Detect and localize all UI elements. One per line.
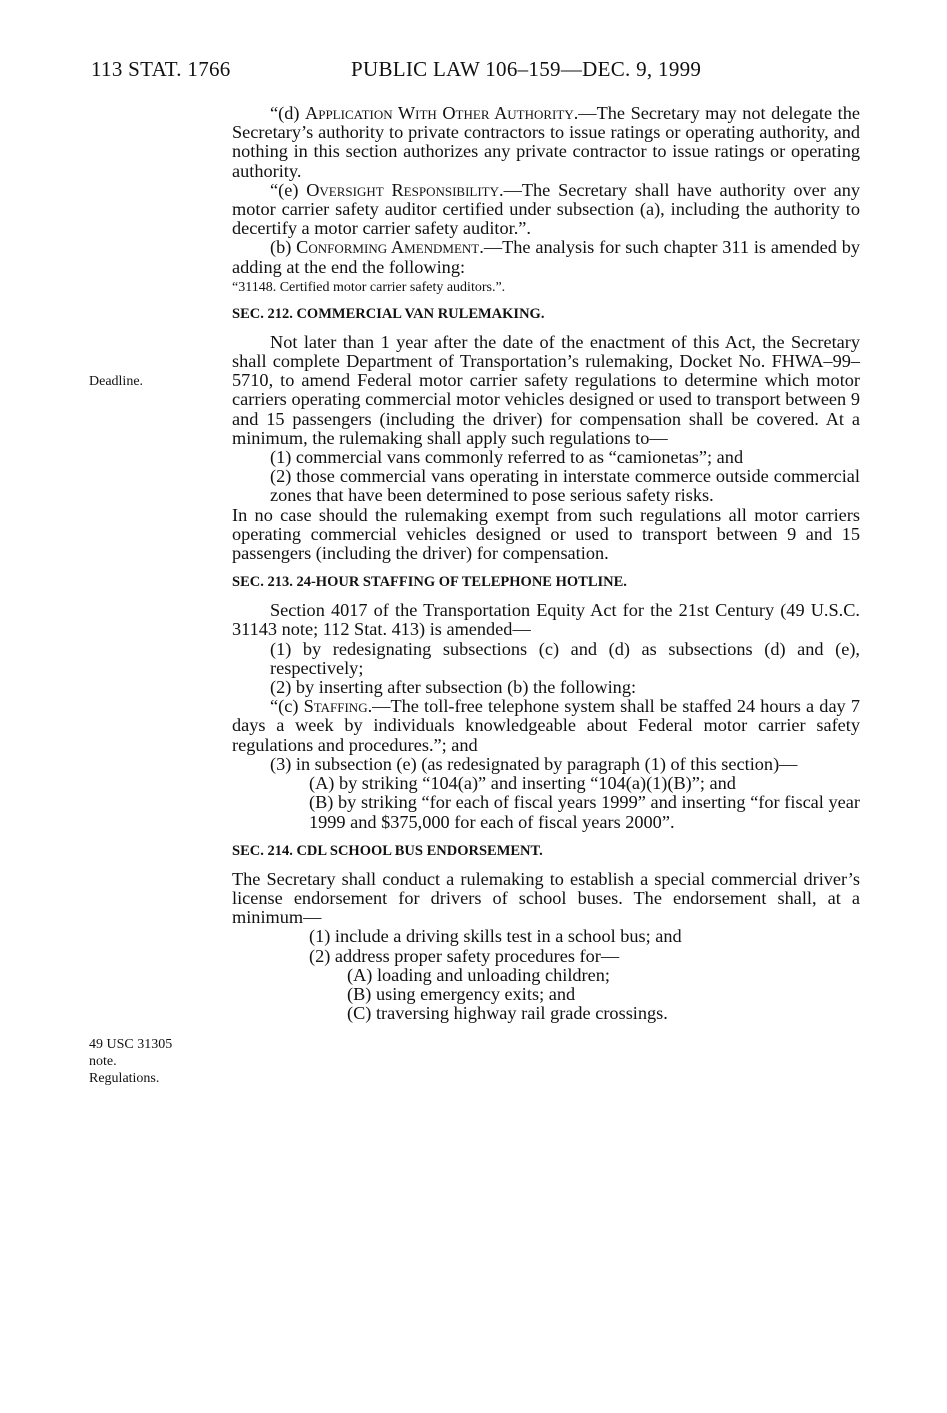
- paragraph-label: “(e): [270, 179, 307, 200]
- paragraph-label: (b): [270, 237, 297, 258]
- section-214-item: (1) include a driving skills test in a school bus; and: [309, 926, 682, 947]
- paragraph-text: .—The Secretary may not delegate the Secretary’s authority to private contractors to issue ratings or operating authority, and nothing in this section authorizes any private contractor to issue ratings or operating authority.: [232, 103, 860, 181]
- section-214-text: The Secretary shall conduct a rulemaking to establish a special commercial driver’s license endorsement for drivers of school buses. The endorsement shall, at a minimum—: [232, 868, 860, 928]
- section-213-subitem: (B) by striking “for each of fiscal years 1999” and inserting “for fiscal year 1999 and $375,000 for each of fiscal years 2000”.: [309, 792, 860, 832]
- stat-citation: 113 STAT. 1766: [91, 57, 231, 81]
- section-212-closing: In no case should the rulemaking exempt from such regulations all motor carriers operating commercial vehicles designed or used to transport between 9 and 15 passengers (including the driver) for compensation.: [232, 504, 860, 564]
- section-212-item: (1) commercial vans commonly referred to as “camionetas”; and: [270, 447, 744, 468]
- section-214-subitem: (C) traversing highway rail grade crossings.: [347, 1003, 668, 1024]
- paragraph-text: .—The Secretary shall have authority over any motor carrier safety auditor certified under subsection (a), including the authority to decertify a motor carrier safety auditor.”.: [232, 179, 860, 239]
- code-section-entry: “31148. Certified motor carrier safety auditors.”.: [232, 279, 506, 295]
- section-214-subitem: (B) using emergency exits; and: [347, 983, 576, 1004]
- body-text: [232, 104, 860, 1023]
- paragraph-b: [232, 238, 860, 276]
- margin-note-usc-line: Regulations.: [89, 1071, 160, 1086]
- paragraph-c: [232, 697, 860, 755]
- public-law-header: PUBLIC LAW 106–159—DEC. 9, 1999: [351, 57, 702, 81]
- section-212-item: (2) those commercial vans operating in interstate commerce outside commercial zones that have been determined to pose serious safety risks.: [270, 466, 860, 506]
- margin-note-deadline: Deadline.: [89, 374, 144, 389]
- paragraph-heading: Conforming Amendment: [296, 237, 480, 258]
- paragraph-label: “(d): [270, 103, 306, 123]
- margin-note-usc-line: 49 USC 31305: [89, 1037, 173, 1052]
- section-212-text: Not later than 1 year after the date of the enactment of this Act, the Secretary shall complete Department of Transportation’s rulemaking, Docket No. FHWA–99–5710, to amend Federal motor carrier safety regulations to determine which motor carriers operating commercial motor vehicles designed or used to transport between 9 and 15 passengers (including the driver) for compensation shall be covered. At a minimum, the rulemaking shall apply such regulations to—: [232, 331, 860, 448]
- section-212-heading: SEC. 212. COMMERCIAL VAN RULEMAKING.: [232, 305, 545, 322]
- paragraph-heading: Application With Other Authority: [305, 103, 574, 123]
- section-213-item: (1) by redesignating subsections (c) and (d) as subsections (d) and (e), respectively;: [270, 638, 860, 678]
- section-214-heading: SEC. 214. CDL SCHOOL BUS ENDORSEMENT.: [232, 842, 543, 859]
- paragraph-text: .—The toll-free telephone system shall be staffed 24 hours a day 7 days a week by individuals knowledgeable about Federal motor carrier safety regulations and procedures.”; and: [232, 696, 860, 755]
- paragraph-heading: Oversight Responsibility: [306, 179, 500, 200]
- section-214-subitem: (A) loading and unloading children;: [347, 964, 610, 985]
- paragraph-e: [232, 181, 860, 239]
- paragraph-heading: Staffing: [303, 696, 368, 717]
- margin-note-usc: [89, 1036, 172, 1087]
- section-214-item: (2) address proper safety procedures for—: [309, 945, 620, 966]
- section-213-text: Section 4017 of the Transportation Equity Act for the 21st Century (49 U.S.C. 31143 note; 112 Stat. 413) is amended—: [232, 600, 860, 640]
- section-213-subitem: (A) by striking “104(a)” and inserting “104(a)(1)(B)”; and: [309, 773, 736, 794]
- section-213-item: (3) in subsection (e) (as redesignated by paragraph (1) of this section)—: [270, 753, 798, 774]
- paragraph-d: [232, 104, 860, 181]
- paragraph-text: .—The analysis for such chapter 311 is amended by adding at the end the following:: [232, 237, 861, 277]
- section-213-heading: SEC. 213. 24-HOUR STAFFING OF TELEPHONE HOTLINE.: [232, 574, 627, 591]
- section-213-item: (2) by inserting after subsection (b) the following:: [270, 677, 637, 698]
- margin-note-usc-line: note.: [89, 1054, 117, 1069]
- paragraph-label: “(c): [270, 696, 304, 717]
